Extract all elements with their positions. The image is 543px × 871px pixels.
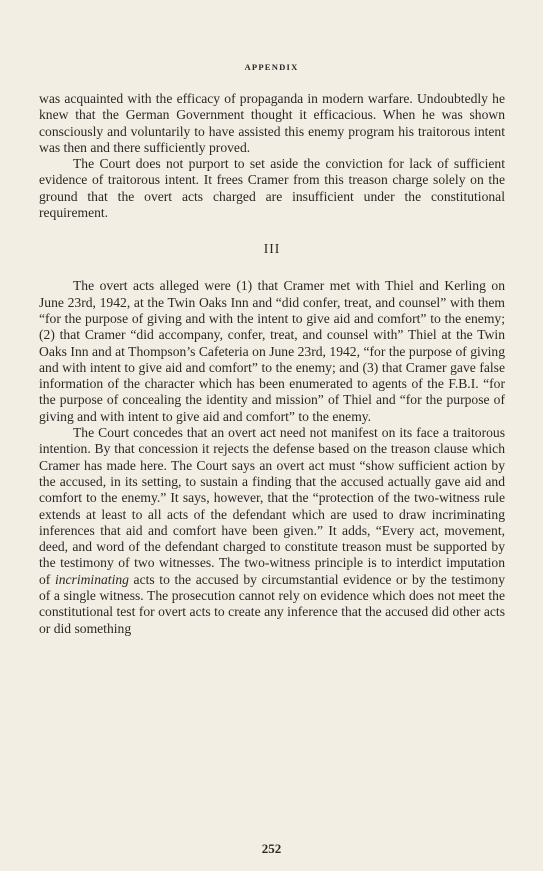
italic-emphasis: incriminating bbox=[54, 571, 129, 587]
concession-text-part1: The Court concedes that an overt act need not manifest on its face a traitorous intention. By that concession it rejects the defense based on the treason clause which Cramer has made here. The Court says an overt act must “show sufficient action by the accused, in its setting, to sustain a finding that the accused actually gave aid and comfort to the enemy.” It says, however, that the “protection of the two-witness rule extends at least to all acts of the defendant which are used to draw incriminating inferences that aid and comfort have been given.” It adds, “Every act, movement, deed, and word of the defendant charged to constitute treason must be supported by the testimony of two witnesses. The two-witness principle is to interdict imputation of bbox=[39, 425, 505, 587]
concession-text-part2: acts to the accused by circumstantial evidence or by the testimony of a single witness. The prosecution cannot rely on evidence which does not meet the constitutional test for overt acts to create any inference that the accused did other acts or did something bbox=[39, 571, 505, 636]
body-text bbox=[39, 91, 505, 637]
section-number: III bbox=[263, 241, 281, 257]
paragraph-overt-acts: The overt acts alleged were (1) that Cramer met with Thiel and Kerling on June 23rd, 1942, at the Twin Oaks Inn and “did confer, treat, and counsel” with them “for the purpose of giving and with the intent to give aid and comfort” to the enemy; (2) that Cramer “did accompany, confer, treat, and counsel with” Thiel at the Twin Oaks Inn and at Thompson’s Cafeteria on June 23rd, 1942, “for the purpose of giving and with intent to give aid and comfort” to the enemy; and (3) that Cramer gave false information of the character which has been enumerated to agents of the F.B.I. “for the purpose of concealing the identity and mission” of Thiel and “for the purpose of giving and with intent to give aid and comfort” to the enemy. bbox=[39, 278, 505, 424]
paragraph-court-concession bbox=[39, 425, 505, 637]
paragraph-court-conviction: The Court does not purport to set aside the conviction for lack of sufficient evidence of traitorous intent. It frees Cramer from this treason charge solely on the ground that the overt acts charged are insufficient under the constitutional requirement. bbox=[39, 156, 505, 221]
running-head: APPENDIX bbox=[244, 62, 299, 72]
page-number: 252 bbox=[261, 841, 282, 856]
paragraph-continued: was acquainted with the efficacy of propaganda in modern warfare. Undoubtedly he knew that the German Government thought it efficacious. When he was shown consciously and voluntarily to have assisted this enemy program his traitorous intent was then and there sufficiently proved. bbox=[39, 91, 505, 155]
